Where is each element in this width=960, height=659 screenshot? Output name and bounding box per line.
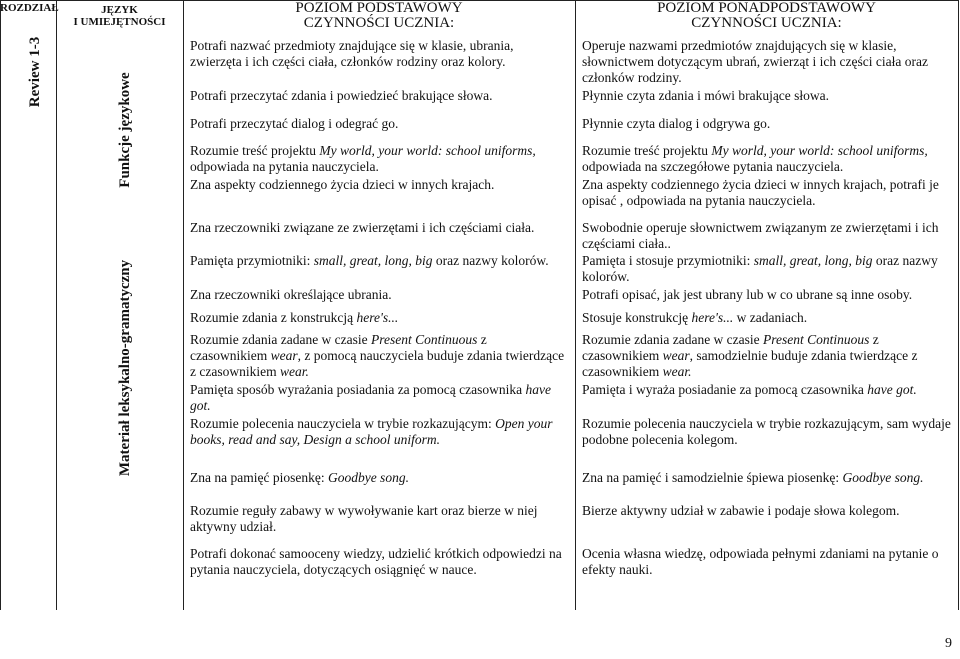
basic-pc-verb: wear xyxy=(270,348,298,363)
basic-adjectives-text-c: oraz nazwy kolorów. xyxy=(432,253,549,268)
basic-pc-tense: Present Continuous xyxy=(371,332,478,347)
basic-entry-animals: Zna rzeczowniki związane ze zwierzętami i ich częściami ciała. xyxy=(190,220,535,235)
advanced-pc-text-e: , samodzielnie buduje zdania twierdzące z czasownikiem xyxy=(582,348,918,379)
advanced-song-text-a: Zna na pamięć i samodzielnie śpiewa piosenkę: xyxy=(582,470,843,485)
basic-project-text-a: Rozumie treść projektu xyxy=(190,143,320,158)
header-advanced-line1: POZIOM PONADPODSTAWOWY xyxy=(657,0,876,16)
header-basic-line2: CZYNNOŚCI UCZNIA: xyxy=(303,15,455,31)
advanced-pc-text-c: z czasownikiem xyxy=(582,332,879,363)
advanced-pc-verb: wear xyxy=(662,348,690,363)
header-advanced-line2: CZYNNOŚCI UCZNIA: xyxy=(691,15,842,31)
basic-entry-heres xyxy=(190,310,565,326)
advanced-adjectives-text-a: Pamięta i stosuje przymiotniki: xyxy=(582,253,754,268)
advanced-song-title: Goodbye song. xyxy=(842,470,924,485)
basic-heres-phrase: here's... xyxy=(356,310,399,325)
advanced-entry-clothes: Potrafi opisać, jak jest ubrany lub w co ubrane są inne osoby. xyxy=(582,287,913,302)
advanced-adjectives-list: small, great, long, big xyxy=(753,253,873,268)
advanced-entry-have-got xyxy=(582,382,957,398)
table-border-right xyxy=(958,0,959,610)
header-language-line1: JĘZYK xyxy=(101,4,138,16)
page-number: 9 xyxy=(945,636,952,651)
advanced-heres-text-a: Stosuje konstrukcję xyxy=(582,310,692,325)
column-divider-1 xyxy=(56,0,57,610)
basic-entry-present-continuous xyxy=(190,332,565,380)
basic-song-text-a: Zna na pamięć piosenkę: xyxy=(190,470,328,485)
advanced-havegot-phrase: have got. xyxy=(867,382,917,397)
basic-entry-reading: Potrafi przeczytać zdania i powiedzieć brakujące słowa. xyxy=(190,88,493,103)
advanced-project-title: My world, your world: school uniforms, xyxy=(711,143,928,158)
basic-entry-game: Rozumie reguły zabawy w wywoływanie kart oraz bierze w niej aktywny udział. xyxy=(190,503,538,534)
basic-entry-imperatives xyxy=(190,416,565,448)
basic-project-title: My world, your world: school uniforms, xyxy=(319,143,536,158)
advanced-project-text-c: odpowiada na szczegółowe pytania nauczyciela. xyxy=(582,159,844,174)
basic-imperatives-examples: Open your books, read and say, Design a school uniform. xyxy=(190,416,553,447)
chapter-label: Review 1-3 xyxy=(27,36,43,108)
basic-adjectives-list: small, great, long, big xyxy=(313,253,433,268)
advanced-pc-tense: Present Continuous xyxy=(763,332,870,347)
basic-havegot-phrase: have got. xyxy=(190,382,551,413)
advanced-pc-text-a: Rozumie zdania zadane w czasie xyxy=(582,332,764,347)
header-basic-level xyxy=(183,1,575,31)
advanced-entry-imperatives: Rozumie polecenia nauczyciela w trybie rozkazującym, sam wydaje podobne polecenia kolegom. xyxy=(582,416,951,447)
advanced-heres-phrase: here's... xyxy=(691,310,734,325)
section-grammar-label: Materiał leksykalno-gramatyczny xyxy=(117,259,133,477)
advanced-havegot-text-a: Pamięta i wyraża posiadanie za pomocą czasownika xyxy=(582,382,868,397)
advanced-entry-heres xyxy=(582,310,957,326)
basic-entry-self-assessment: Potrafi dokonać samooceny wiedzy, udzielić krótkich odpowiedzi na pytania nauczyciela, dotyczących osiągnięć w nauce. xyxy=(190,546,562,577)
column-divider-3 xyxy=(575,0,576,610)
header-advanced-level xyxy=(575,1,958,31)
header-language-line2: I UMIEJĘTNOŚCI xyxy=(73,16,166,28)
advanced-entry-reading: Płynnie czyta zdania i mówi brakujące słowa. xyxy=(582,88,830,103)
advanced-heres-text-c: w zadaniach. xyxy=(733,310,808,325)
advanced-entry-vocabulary: Operuje nazwami przedmiotów znajdujących się w klasie, słownictwem dotyczącym ubrań, zwierząt i ich części ciała oraz członków rodziny. xyxy=(582,38,928,85)
header-chapter-label: ROZDZIAŁ xyxy=(0,2,59,14)
basic-entry-adjectives xyxy=(190,253,565,269)
advanced-pc-verb-2: wear. xyxy=(662,364,692,379)
table-border-left xyxy=(0,0,1,610)
basic-entry-song xyxy=(190,470,565,486)
basic-entry-clothes: Zna rzeczowniki określające ubrania. xyxy=(190,287,392,302)
basic-entry-culture: Zna aspekty codziennego życia dzieci w innych krajach. xyxy=(190,177,495,192)
basic-pc-verb-2: wear. xyxy=(279,364,309,379)
advanced-adjectives-text-c: oraz nazwy kolorów. xyxy=(582,253,938,284)
basic-entry-have-got xyxy=(190,382,565,414)
advanced-entry-present-continuous xyxy=(582,332,957,380)
basic-entry-vocabulary: Potrafi nazwać przedmioty znajdujące się w klasie, ubrania, zwierzęta i ich części ciała, członków rodziny oraz kolory. xyxy=(190,38,514,69)
basic-pc-text-e: , z pomocą nauczyciela buduje zdania twierdzące z czasownikiem xyxy=(190,348,565,379)
basic-pc-text-a: Rozumie zdania zadane w czasie xyxy=(190,332,372,347)
basic-heres-text-a: Rozumie zdania z konstrukcją xyxy=(190,310,357,325)
advanced-entry-project xyxy=(582,143,957,175)
basic-adjectives-text-a: Pamięta przymiotniki: xyxy=(190,253,314,268)
basic-pc-text-c: z czasownikiem xyxy=(190,332,487,363)
advanced-entry-dialog: Płynnie czyta dialog i odgrywa go. xyxy=(582,116,771,131)
advanced-entry-song xyxy=(582,470,957,486)
basic-entry-dialog: Potrafi przeczytać dialog i odegrać go. xyxy=(190,116,399,131)
header-basic-line1: POZIOM PODSTAWOWY xyxy=(295,0,463,16)
basic-song-title: Goodbye song. xyxy=(327,470,409,485)
header-language xyxy=(56,4,183,28)
advanced-entry-culture: Zna aspekty codziennego życia dzieci w innych krajach, potrafi je opisać , odpowiada na pytania nauczyciela. xyxy=(582,177,939,208)
advanced-project-text-a: Rozumie treść projektu xyxy=(582,143,712,158)
advanced-entry-self-assessment: Ocenia własna wiedzę, odpowiada pełnymi zdaniami na pytanie o efekty nauki. xyxy=(582,546,939,577)
advanced-entry-animals: Swobodnie operuje słownictwem związanym ze zwierzętami i ich częściami ciała.. xyxy=(582,220,939,251)
basic-imperatives-text-a: Rozumie polecenia nauczyciela w trybie rozkazującym: xyxy=(190,416,496,431)
column-divider-2 xyxy=(183,0,184,610)
advanced-entry-game: Bierze aktywny udział w zabawie i podaje słowa kolegom. xyxy=(582,503,900,518)
basic-entry-project xyxy=(190,143,565,175)
basic-project-text-c: odpowiada na pytania nauczyciela. xyxy=(190,159,379,174)
section-functions-label: Funkcje językowe xyxy=(117,72,133,188)
advanced-entry-adjectives xyxy=(582,253,957,285)
header-chapter xyxy=(0,2,59,14)
basic-havegot-text-a: Pamięta sposób wyrażania posiadania za pomocą czasownika xyxy=(190,382,526,397)
